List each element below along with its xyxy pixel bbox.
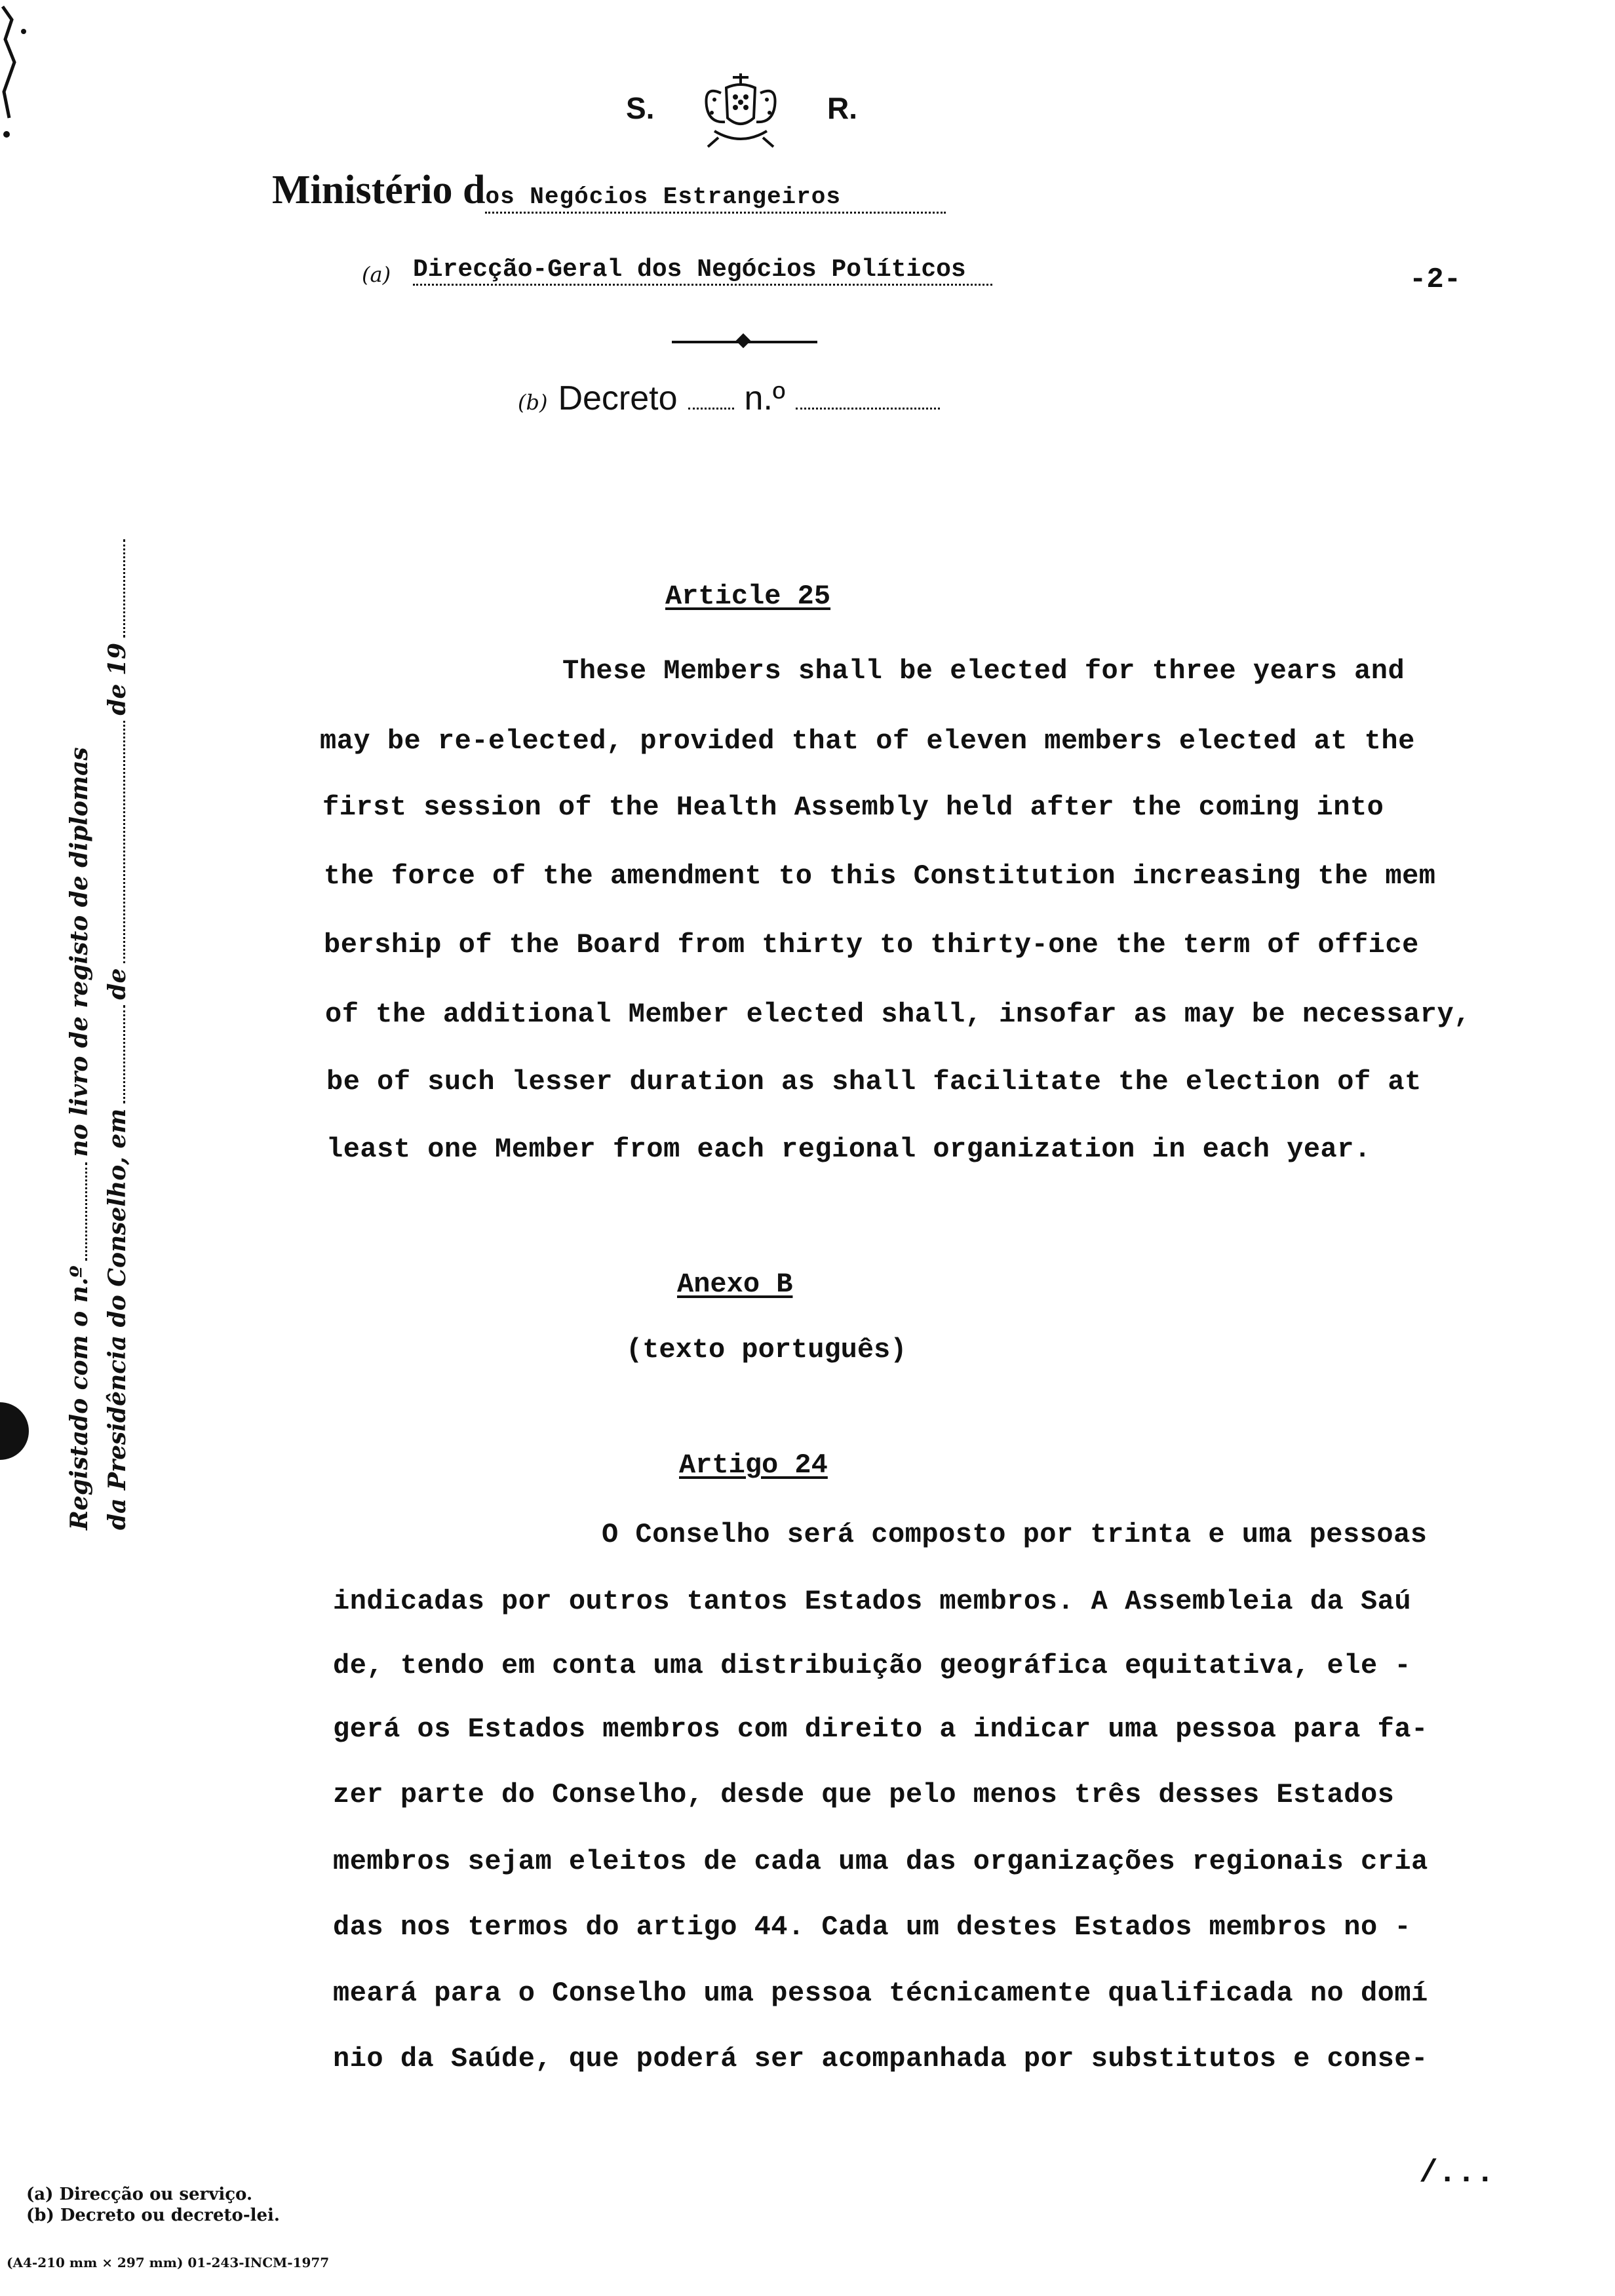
margin-line-1 (66, 534, 104, 1530)
page-number: -2- (1409, 263, 1462, 296)
anexo-subheading: (texto português) (626, 1334, 907, 1366)
artigo-24-line: de, tendo em conta uma distribuição geográfica equitativa, ele - (333, 1650, 1412, 1681)
artigo-24-line: gerá os Estados membros com direito a indicar uma pessoa para fa- (333, 1713, 1428, 1745)
footnote-b: (b) Decreto ou decreto-lei. (26, 2206, 280, 2225)
margin-text: de 19 (104, 642, 131, 716)
ministry-prefix: Ministério d (272, 168, 486, 212)
continued-marker: /... (1419, 2156, 1495, 2191)
direccao-footnote-marker: (a) (362, 262, 391, 287)
artigo-24-line: das nos termos do artigo 44. Cada um destes Estados membros no - (333, 1911, 1412, 1943)
decreto-line (518, 379, 940, 418)
margin-text: de (104, 968, 131, 1000)
decreto-number-blank (796, 408, 940, 410)
print-reference: (A4-210 mm × 297 mm) 01-243-INCM-1977 (7, 2255, 330, 2270)
artigo-24-line: meará para o Conselho uma pessoa técnicamente qualificada no domí (333, 1978, 1428, 2009)
artigo-24-line: O Conselho será composto por trinta e uma pessoas (602, 1519, 1428, 1550)
footnote-a: (a) Direcção ou serviço. (26, 2185, 252, 2204)
artigo-24-line: zer parte do Conselho, desde que pelo menos três desses Estados (333, 1779, 1395, 1810)
article-25-line: least one Member from each regional organization in each year. (326, 1134, 1371, 1165)
article-25-heading: Article 25 (665, 581, 831, 612)
ornament-diamond-icon (736, 334, 751, 349)
article-25-line: of the additional Member elected shall, insofar as may be necessary, (325, 999, 1471, 1030)
margin-line-2 (104, 534, 142, 1530)
header-r-letter: R. (827, 91, 857, 125)
ministry-title (272, 167, 946, 214)
direccao-value: Direcção-Geral dos Negócios Políticos (413, 256, 992, 286)
header-s-letter: S. (626, 91, 655, 125)
margin-blank (85, 1162, 87, 1261)
margin-blank (123, 721, 125, 963)
article-25-line: bership of the Board from thirty to thirty-one the term of office (324, 929, 1419, 961)
article-25-line: be of such lesser duration as shall facilitate the election of at (326, 1066, 1422, 1098)
margin-text: da Presidência do Conselho, em (104, 1108, 131, 1530)
margin-blank (123, 539, 125, 638)
artigo-24-line: membros sejam eleitos de cada uma das organizações regionais cria (333, 1846, 1428, 1877)
article-25-line: first session of the Health Assembly held after the coming into (322, 792, 1384, 823)
scan-specks (0, 0, 52, 144)
margin-blank (123, 1005, 125, 1103)
margin-registration-strip (66, 534, 142, 1530)
article-25-line: may be re-elected, provided that of eleven members elected at the (320, 725, 1415, 757)
anexo-heading: Anexo B (677, 1269, 793, 1300)
coat-of-arms-icon (695, 66, 787, 152)
ministry-suffix: os Negócios Estrangeiros (485, 183, 945, 214)
margin-text: Registado com o n.º (66, 1265, 93, 1530)
punch-hole (0, 1402, 29, 1460)
article-25-line: These Members shall be elected for three years and (562, 655, 1405, 687)
decreto-number-label: n.º (744, 379, 785, 417)
artigo-24-heading: Artigo 24 (679, 1449, 828, 1481)
artigo-24-line: nio da Saúde, que poderá ser acompanhada por substitutos e conse- (333, 2043, 1428, 2075)
article-25-line: the force of the amendment to this Constitution increasing the mem (324, 860, 1436, 892)
decreto-word: Decreto (558, 379, 678, 417)
decreto-blank (688, 408, 734, 410)
decreto-footnote-marker: (b) (518, 390, 548, 415)
margin-text: no livro de registo de diplomas (66, 747, 93, 1157)
artigo-24-line: indicadas por outros tantos Estados membros. A Assembleia da Saú (333, 1586, 1412, 1617)
